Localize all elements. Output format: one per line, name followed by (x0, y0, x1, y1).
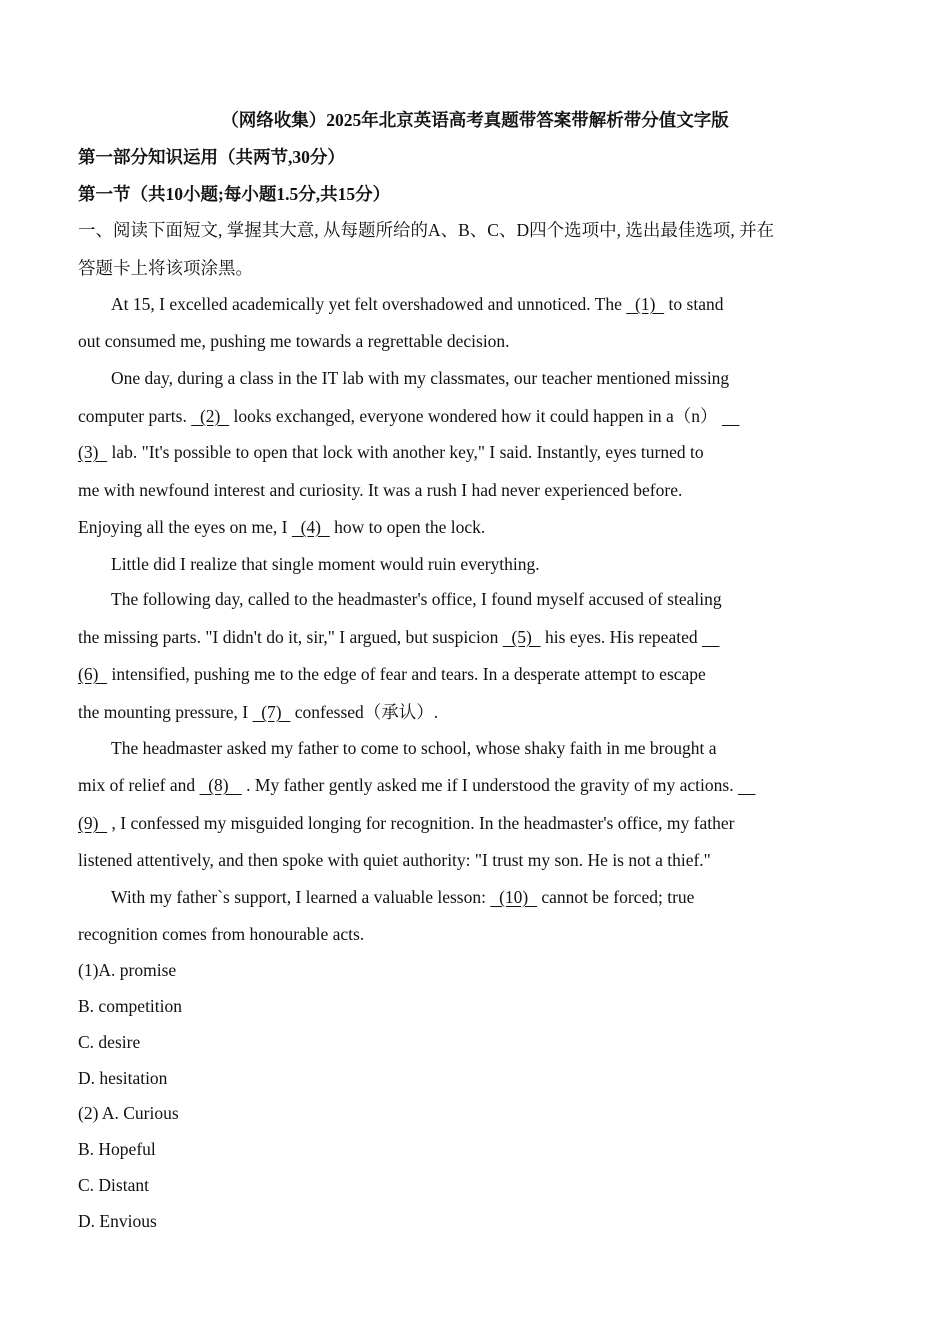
passage-line: mix of relief and (8) . My father gently asked me if I understood the gravity of my actions. (78, 773, 755, 797)
blank-4: (4) (291, 517, 330, 537)
question-2-option-b: B. Hopeful (78, 1139, 156, 1159)
passage-line: computer parts. (2) looks exchanged, everyone wondered how it could happen in a（n） (78, 404, 739, 428)
question-1-option-c: C. desire (78, 1032, 141, 1052)
passage-line: One day, during a class in the IT lab with my classmates, our teacher mentioned missing (111, 368, 730, 388)
passage-line: (9) , I confessed my misguided longing for recognition. In the headmaster's office, my father (78, 813, 735, 833)
passage-line: out consumed me, pushing me towards a regrettable decision. (78, 331, 510, 351)
passage-line: recognition comes from honourable acts. (78, 924, 365, 944)
blank-9-start (738, 775, 756, 795)
question-2-option-a: (2) A. Curious (78, 1103, 179, 1123)
question-1-option-b: B. competition (78, 996, 183, 1016)
blank-9: (9) (78, 813, 108, 833)
passage-line: The headmaster asked my father to come to school, whose shaky faith in me brought a (111, 738, 717, 758)
blank-3-start (722, 406, 740, 426)
document-title: （网络收集）2025年北京英语高考真题带答案带解析带分值文字版 (221, 110, 729, 130)
blank-6-start (702, 627, 720, 647)
passage-line: the mounting pressure, I (7) confessed（承认）. (78, 702, 439, 722)
question-1-option-a: (1)A. promise (78, 960, 177, 980)
blank-6: (6) (78, 664, 108, 684)
section-heading: 第一节（共10小题;每小题1.5分,共15分） (78, 184, 391, 204)
blank-7: (7) (252, 702, 291, 722)
passage-line: (3) lab. "It's possible to open that lock with another key," I said. Instantly, eyes turned to (78, 442, 704, 462)
blank-3: (3) (78, 442, 108, 462)
blank-1: (1) (626, 294, 665, 314)
blank-8: (8) (199, 775, 242, 795)
blank-10: (10) (490, 887, 537, 907)
blank-2: (2) (191, 406, 230, 426)
passage-line: With my father`s support, I learned a valuable lesson: (10) cannot be forced; true (111, 887, 695, 907)
blank-5: (5) (502, 627, 541, 647)
passage-line: me with newfound interest and curiosity. It was a rush I had never experienced before. (78, 480, 683, 500)
passage-line: the missing parts. "I didn't do it, sir," I argued, but suspicion (5) his eyes. His repeated (78, 625, 719, 649)
passage-line: (6) intensified, pushing me to the edge of fear and tears. In a desperate attempt to escape (78, 664, 706, 684)
part-heading: 第一部分知识运用（共两节,30分） (78, 147, 345, 167)
question-2-option-c: C. Distant (78, 1175, 149, 1195)
passage-line: At 15, I excelled academically yet felt overshadowed and unnoticed. The (1) to stand (111, 294, 724, 314)
question-1-option-d: D. hesitation (78, 1068, 168, 1088)
passage-line: Little did I realize that single moment would ruin everything. (111, 554, 540, 574)
instruction-line-1: 一、阅读下面短文, 掌握其大意, 从每题所给的A、B、C、D四个选项中, 选出最佳选项, 并在 (78, 220, 775, 240)
instruction-line-2: 答题卡上将该项涂黑。 (78, 258, 253, 278)
question-2-option-d: D. Envious (78, 1211, 157, 1231)
passage-line: The following day, called to the headmaster's office, I found myself accused of stealing (111, 589, 722, 609)
passage-line: listened attentively, and then spoke with quiet authority: "I trust my son. He is not a thief." (78, 850, 711, 870)
passage-line: Enjoying all the eyes on me, I (4) how to open the lock. (78, 517, 486, 537)
